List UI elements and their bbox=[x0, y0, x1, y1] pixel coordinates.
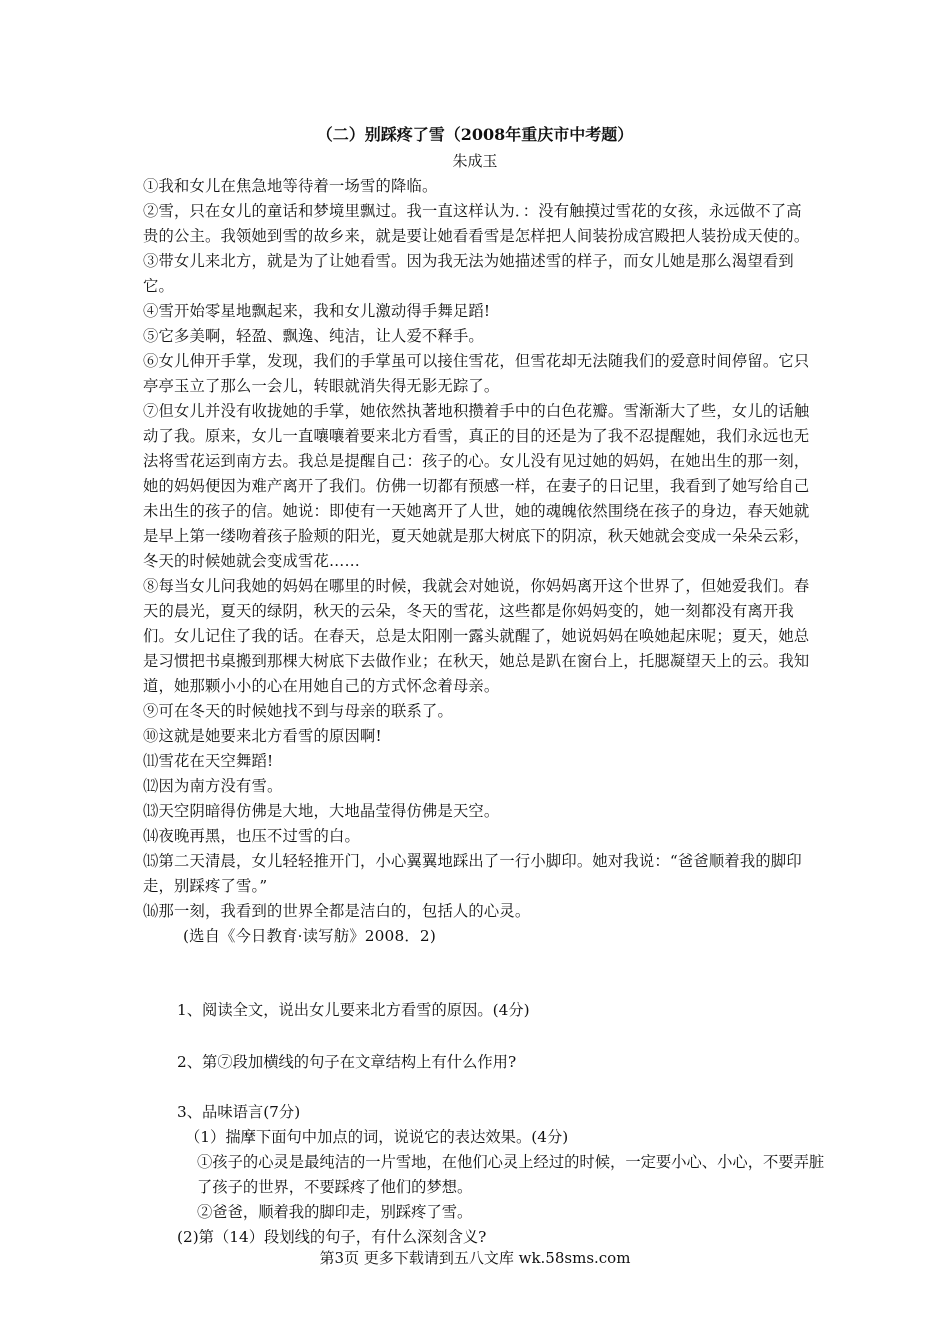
paragraph-6: ⑥女儿伸开手掌，发现，我们的手掌虽可以接住雪花，但雪花却无法随我们的爱意时间停留。它只亭亭玉立了那么一会儿，转眼就消失得无影无踪了。 bbox=[143, 352, 810, 395]
paragraph-9: ⑨可在冬天的时候她找不到与母亲的联系了。 bbox=[143, 702, 453, 720]
paragraph-3: ③带女儿来北方，就是为了让她看雪。因为我无法为她描述雪的样子，而女儿她是那么渴望看到它。 bbox=[143, 252, 794, 295]
article-title: （二）别踩疼了雪（2008年重庆市中考题） bbox=[316, 125, 634, 144]
paragraph-13: ⒀天空阴暗得仿佛是大地，大地晶莹得仿佛是天空。 bbox=[143, 802, 500, 820]
page-footer: 第3页 更多下载请到五八文库 wk.58sms.com bbox=[319, 1249, 631, 1267]
question-3 bbox=[143, 1100, 833, 1250]
paragraph-12: ⑿因为南方没有雪。 bbox=[143, 777, 283, 795]
paragraph-14: ⒁夜晚再黑，也压不过雪的白。 bbox=[143, 827, 360, 845]
paragraph-1: ①我和女儿在焦急地等待着一场雪的降临。 bbox=[143, 177, 438, 195]
paragraph-10: ⑩这就是她要来北方看雪的原因啊! bbox=[143, 727, 382, 745]
paragraph-5: ⑤它多美啊，轻盈、飘逸、纯洁，让人爱不释手。 bbox=[143, 327, 484, 345]
article-body bbox=[143, 174, 813, 949]
paragraph-7: ⑦但女儿并没有收拢她的手掌，她依然执著地积攒着手中的白色花瓣。雪渐渐大了些，女儿的话触动了我。原来，女儿一直嚷嚷着要来北方看雪，真正的目的还是为了我不忍提醒她，我们永远也无法将雪花运到南方去。我总是提醒自己：孩子的心。女儿没有见过她的妈妈，在她出生的那一刻，她的妈妈便因为难产离开了我们。仿佛一切都有预感一样，在妻子的日记里，我看到了她写给自己未出生的孩子的信。她说：即使有一天她离开了人世，她的魂魄依然围绕在孩子的身边，春天她就是早上第一缕吻着孩子脸颊的阳光，夏天她就是那大树底下的阴凉，秋天她就会变成一朵朵云彩，冬天的时候她就会变成雪花…… bbox=[143, 402, 810, 570]
paragraph-16: ⒃那一刻，我看到的世界全都是洁白的，包括人的心灵。 bbox=[143, 902, 531, 920]
source-note: (选自《今日教育·读写舫》2008．2) bbox=[183, 927, 437, 945]
article-author: 朱成玉 bbox=[452, 152, 498, 170]
question-3-part-1: （1）揣摩下面句中加点的词，说说它的表达效果。(4分) bbox=[185, 1128, 569, 1146]
paragraph-8: ⑧每当女儿问我她的妈妈在哪里的时候，我就会对她说，你妈妈离开这个世界了，但她爱我们。春天的晨光，夏天的绿阴，秋天的云朵，冬天的雪花，这些都是你妈妈变的，她一刻都没有离开我们。女儿记住了我的话。在春天，总是太阳刚一露头就醒了，她说妈妈在唤她起床呢；夏天，她总是习惯把书桌搬到那棵大树底下去做作业；在秋天，她总是趴在窗台上，托腮凝望天上的云。我知道，她那颗小小的心在用她自己的方式怀念着母亲。 bbox=[143, 577, 810, 695]
question-3-heading: 3、品味语言(7分) bbox=[177, 1103, 301, 1121]
paragraph-15: ⒂第二天清晨，女儿轻轻推开门，小心翼翼地踩出了一行小脚印。她对我说：“爸爸顺着我的脚印走，别踩疼了雪。” bbox=[143, 852, 802, 895]
question-3-part-2: (2)第（14）段划线的句子，有什么深刻含义? bbox=[177, 1228, 487, 1246]
paragraph-2: ②雪，只在女儿的童话和梦境里飘过。我一直这样认为．：没有触摸过雪花的女孩，永远做不了高贵的公主。我领她到雪的故乡来，就是要让她看看雪是怎样把人间装扮成宫殿把人装扮成天使的。 bbox=[143, 202, 810, 245]
question-2: 2、第⑦段加横线的句子在文章结构上有什么作用? bbox=[177, 1053, 517, 1071]
question-3-part-1-item-a: ①孩子的心灵是最纯洁的一片雪地，在他们心灵上经过的时候，一定要小心、小心，不要弄脏了孩子的世界，不要踩疼了他们的梦想。 bbox=[197, 1153, 825, 1196]
question-3-part-1-item-b: ②爸爸，顺着我的脚印走，别踩疼了雪。 bbox=[197, 1203, 473, 1221]
question-1: 1、阅读全文，说出女儿要来北方看雪的原因。(4分) bbox=[177, 1001, 530, 1019]
paragraph-11: ⑾雪花在天空舞蹈! bbox=[143, 752, 274, 770]
paragraph-4: ④雪开始零星地飘起来，我和女儿激动得手舞足蹈! bbox=[143, 302, 491, 320]
